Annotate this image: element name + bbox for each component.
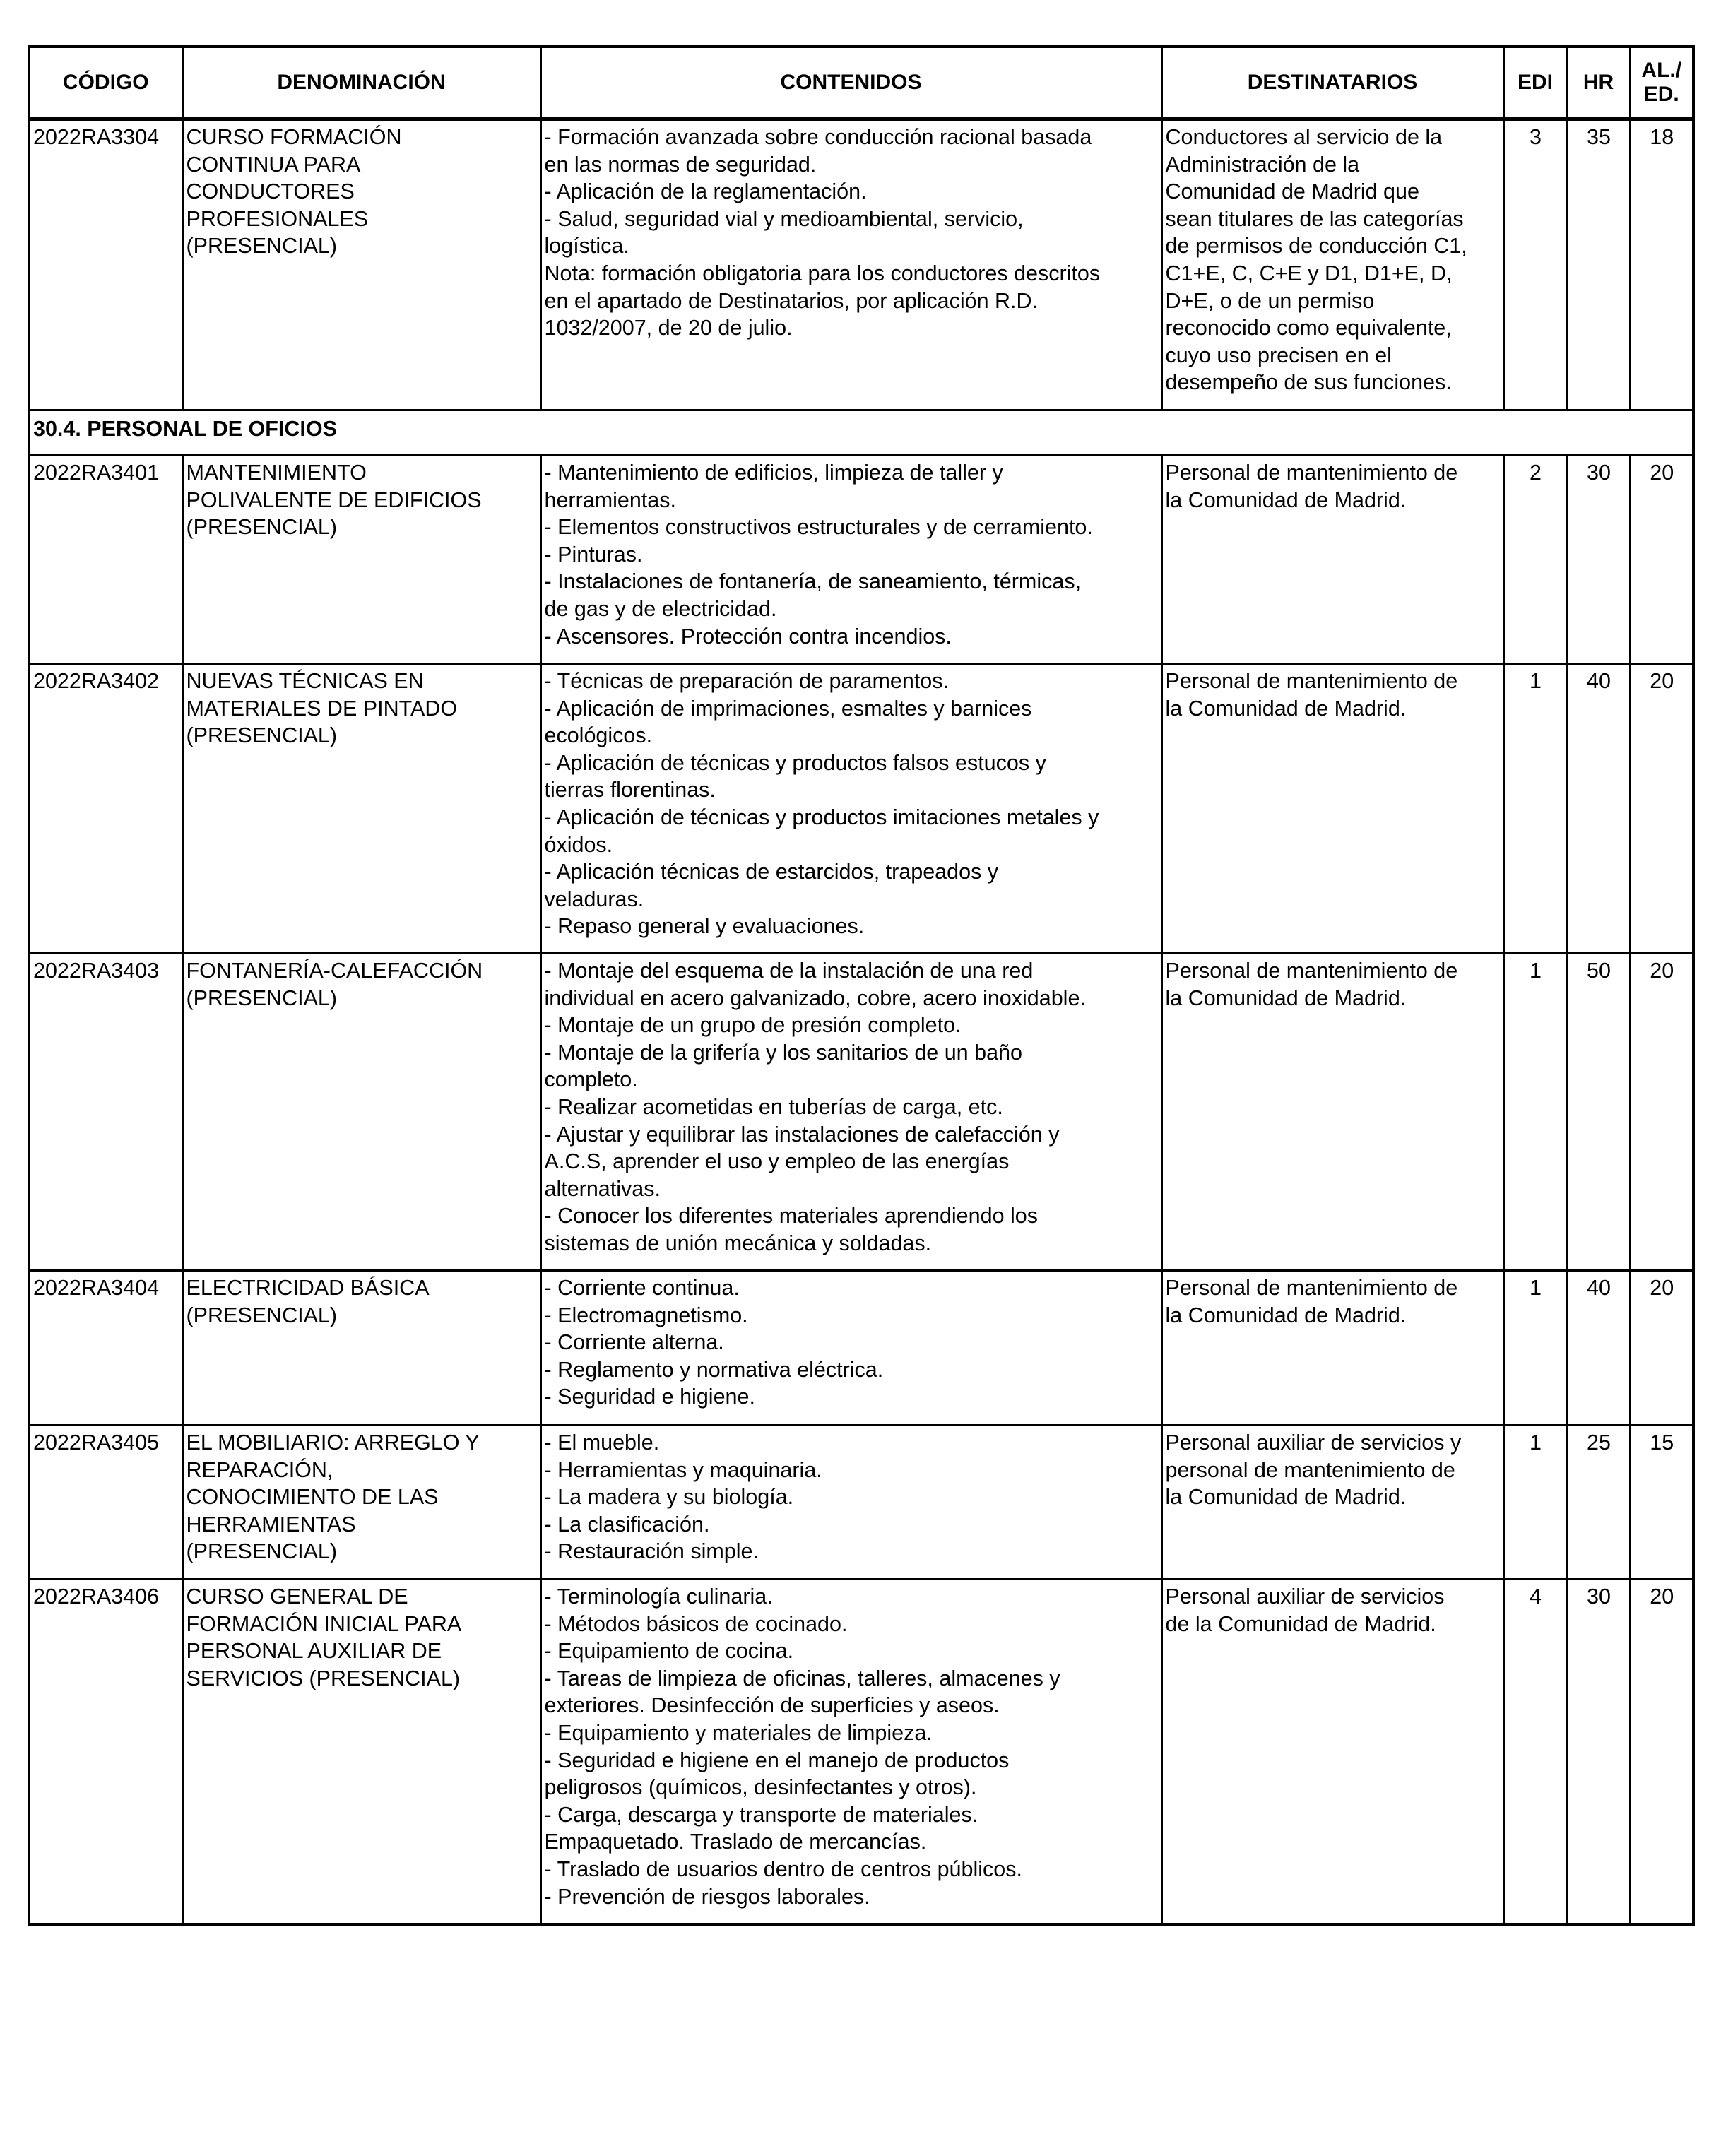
cell-edi: 3 [1503,119,1567,410]
table-row [29,456,1693,664]
cell-al-ed: 18 [1630,119,1693,410]
header-denominacion: DENOMINACIÓN [182,47,540,119]
cell-edi: 2 [1503,456,1567,664]
cell-hr: 30 [1567,1580,1630,1924]
cell-destinatarios: Personal de mantenimiento de la Comunidad de Madrid. [1161,456,1503,664]
cell-hr: 30 [1567,456,1630,664]
cell-denominacion: FONTANERÍA-CALEFACCIÓN (PRESENCIAL) [182,954,540,1271]
cell-edi: 1 [1503,954,1567,1271]
table-row [29,1426,1693,1580]
cell-denominacion: CURSO GENERAL DE FORMACIÓN INICIAL PARA PERSONAL AUXILIAR DE SERVICIOS (PRESENCIAL) [182,1580,540,1924]
cell-edi: 1 [1503,1426,1567,1580]
cell-destinatarios: Personal de mantenimiento de la Comunidad de Madrid. [1161,664,1503,954]
header-hr: HR [1567,47,1630,119]
cell-edi: 1 [1503,1271,1567,1426]
cell-codigo: 2022RA3405 [29,1426,182,1580]
cell-denominacion: CURSO FORMACIÓN CONTINUA PARA CONDUCTORES PROFESIONALES (PRESENCIAL) [182,119,540,410]
cell-codigo: 2022RA3404 [29,1271,182,1426]
cell-codigo: 2022RA3402 [29,664,182,954]
header-destinatarios: DESTINATARIOS [1161,47,1503,119]
cell-destinatarios: Personal de mantenimiento de la Comunidad de Madrid. [1161,954,1503,1271]
cell-contenidos: - Técnicas de preparación de paramentos. - Aplicación de imprimaciones, esmaltes y barnices ecológicos. - Aplicación de técnicas y productos falsos estucos y tierras florentinas. - Aplicación de técnicas y productos imitaciones metales y óxidos. - Aplicación técnicas de estarcidos, trapeados y veladuras. - Repaso general y evaluaciones. [540,664,1161,954]
table-row [29,664,1693,954]
cell-denominacion: EL MOBILIARIO: ARREGLO Y REPARACIÓN, CONOCIMIENTO DE LAS HERRAMIENTAS (PRESENCIAL) [182,1426,540,1580]
cell-denominacion: ELECTRICIDAD BÁSICA (PRESENCIAL) [182,1271,540,1426]
table-row [29,1580,1693,1924]
cell-codigo: 2022RA3403 [29,954,182,1271]
cell-al-ed: 15 [1630,1426,1693,1580]
cell-destinatarios: Personal de mantenimiento de la Comunidad de Madrid. [1161,1271,1503,1426]
cell-destinatarios: Personal auxiliar de servicios de la Comunidad de Madrid. [1161,1580,1503,1924]
table-row [29,1271,1693,1426]
cell-contenidos: - Terminología culinaria. - Métodos básicos de cocinado. - Equipamiento de cocina. - Tareas de limpieza de oficinas, talleres, almacenes y exteriores. Desinfección de superficies y aseos. - Equipamiento y materiales de limpieza. - Seguridad e higiene en el manejo de productos peligrosos (químicos, desinfectantes y otros). - Carga, descarga y transporte de materiales. Empaquetado. Traslado de mercancías. - Traslado de usuarios dentro de centros públicos. - Prevención de riesgos laborales. [540,1580,1161,1924]
cell-contenidos: - Montaje del esquema de la instalación de una red individual en acero galvanizado, cobre, acero inoxidable. - Montaje de un grupo de presión completo. - Montaje de la grifería y los sanitarios de un baño completo. - Realizar acometidas en tuberías de carga, etc. - Ajustar y equilibrar las instalaciones de calefacción y A.C.S, aprender el uso y empleo de las energías alternativas. - Conocer los diferentes materiales aprendiendo los sistemas de unión mecánica y soldadas. [540,954,1161,1271]
cell-contenidos: - Mantenimiento de edificios, limpieza de taller y herramientas. - Elementos constructivos estructurales y de cerramiento. - Pinturas. - Instalaciones de fontanería, de saneamiento, térmicas, de gas y de electricidad. - Ascensores. Protección contra incendios. [540,456,1161,664]
cell-hr: 40 [1567,1271,1630,1426]
cell-al-ed: 20 [1630,1580,1693,1924]
cell-denominacion: NUEVAS TÉCNICAS EN MATERIALES DE PINTADO (PRESENCIAL) [182,664,540,954]
cell-edi: 4 [1503,1580,1567,1924]
cell-hr: 35 [1567,119,1630,410]
cell-destinatarios: Personal auxiliar de servicios y personal de mantenimiento de la Comunidad de Madrid. [1161,1426,1503,1580]
cell-al-ed: 20 [1630,456,1693,664]
table-row [29,954,1693,1271]
cell-hr: 40 [1567,664,1630,954]
cell-contenidos: - Formación avanzada sobre conducción racional basada en las normas de seguridad. - Aplicación de la reglamentación. - Salud, seguridad vial y medioambiental, servicio, logística. Nota: formación obligatoria para los conductores descritos en el apartado de Destinatarios, por aplicación R.D. 1032/2007, de 20 de julio. [540,119,1161,410]
cell-destinatarios: Conductores al servicio de la Administración de la Comunidad de Madrid que sean titulares de las categorías de permisos de conducción C1, C1+E, C, C+E y D1, D1+E, D, D+E, o de un permiso reconocido como equivalente, cuyo uso precisen en el desempeño de sus funciones. [1161,119,1503,410]
cell-edi: 1 [1503,664,1567,954]
table-row [29,119,1693,410]
header-row [29,47,1693,119]
header-codigo: CÓDIGO [29,47,182,119]
cell-denominacion: MANTENIMIENTO POLIVALENTE DE EDIFICIOS (PRESENCIAL) [182,456,540,664]
cell-al-ed: 20 [1630,664,1693,954]
cell-contenidos: - Corriente continua. - Electromagnetismo. - Corriente alterna. - Reglamento y normativa eléctrica. - Seguridad e higiene. [540,1271,1161,1426]
cell-hr: 25 [1567,1426,1630,1580]
cell-codigo: 2022RA3406 [29,1580,182,1924]
section-title: 30.4. PERSONAL DE OFICIOS [29,410,1693,456]
section-row [29,410,1693,456]
courses-table [28,45,1695,1926]
cell-codigo: 2022RA3401 [29,456,182,664]
cell-al-ed: 20 [1630,1271,1693,1426]
cell-hr: 50 [1567,954,1630,1271]
cell-contenidos: - El mueble. - Herramientas y maquinaria. - La madera y su biología. - La clasificación. - Restauración simple. [540,1426,1161,1580]
header-contenidos: CONTENIDOS [540,47,1161,119]
cell-codigo: 2022RA3304 [29,119,182,410]
cell-al-ed: 20 [1630,954,1693,1271]
header-al-ed: AL./ ED. [1630,47,1693,119]
header-edi: EDI [1503,47,1567,119]
